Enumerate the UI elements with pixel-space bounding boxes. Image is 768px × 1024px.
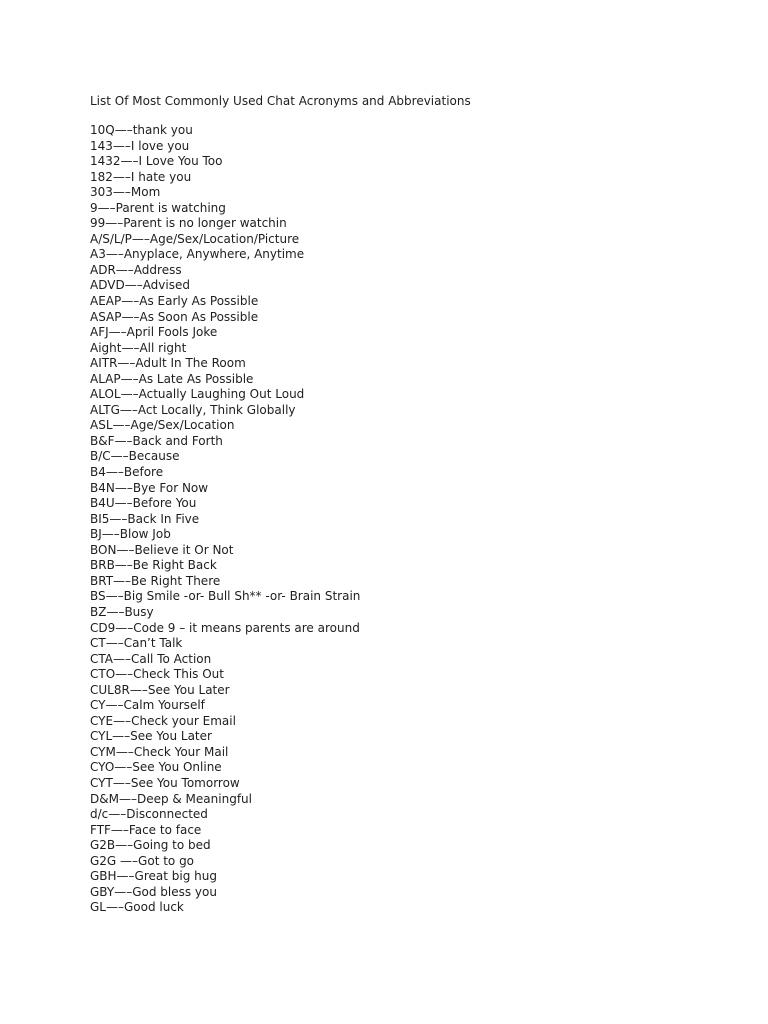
acronym-entry: ALAP—–As Late As Possible: [90, 371, 254, 386]
acronym-entry: 143—–I love you: [90, 138, 190, 153]
acronym-entry: GBH—–Great big hug: [90, 869, 217, 884]
acronym-entry: CY—–Calm Yourself: [90, 698, 205, 713]
acronym-entry: AEAP—–As Early As Possible: [90, 294, 259, 309]
acronym-entry: BJ—–Blow Job: [90, 527, 171, 542]
acronym-entry: AITR—–Adult In The Room: [90, 356, 246, 371]
acronym-entry: CTA—–Call To Action: [90, 651, 212, 666]
acronym-entry: BRB—–Be Right Back: [90, 558, 217, 573]
acronym-entry: ALOL—–Actually Laughing Out Loud: [90, 387, 305, 402]
acronym-entry: B4—–Before: [90, 465, 164, 480]
acronym-entry: B/C—–Because: [90, 449, 180, 464]
acronym-entry: CYO—–See You Online: [90, 760, 222, 775]
acronym-entry: B4U—–Before You: [90, 496, 197, 511]
acronym-entry: CD9—–Code 9 – it means parents are around: [90, 620, 360, 635]
acronym-entry: 9—–Parent is watching: [90, 200, 226, 215]
acronym-entry: CYT—–See You Tomorrow: [90, 775, 240, 790]
acronym-entry: CUL8R—–See You Later: [90, 682, 230, 697]
acronym-entry: CYE—–Check your Email: [90, 713, 236, 728]
acronym-entry: ALTG—–Act Locally, Think Globally: [90, 402, 296, 417]
acronym-entry: 99—–Parent is no longer watchin: [90, 216, 287, 231]
acronym-entry: BS—–Big Smile -or- Bull Sh** -or- Brain Strain: [90, 589, 361, 604]
acronym-entry: ADR—–Address: [90, 262, 182, 277]
acronym-entry: A3—–Anyplace, Anywhere, Anytime: [90, 247, 305, 262]
acronym-entry: ASL—–Age/Sex/Location: [90, 418, 235, 433]
acronym-entry: 182—–I hate you: [90, 169, 192, 184]
acronym-entry: CT—–Can’t Talk: [90, 636, 183, 651]
acronym-entry: CYM—–Check Your Mail: [90, 744, 229, 759]
acronym-entry: 10Q—–thank you: [90, 123, 193, 137]
acronym-entry: AFJ—–April Fools Joke: [90, 325, 218, 340]
document-title: List Of Most Commonly Used Chat Acronyms and Abbreviations: [90, 94, 471, 108]
acronym-entry: BRT—–Be Right There: [90, 573, 221, 588]
acronym-entry: FTF—–Face to face: [90, 822, 202, 837]
acronym-entry: BZ—–Busy: [90, 604, 154, 619]
acronym-entry: 303—–Mom: [90, 185, 161, 200]
acronym-entry: GBY—–God bless you: [90, 884, 217, 899]
acronym-entry: CTO—–Check This Out: [90, 667, 224, 682]
acronym-entry: BI5—–Back In Five: [90, 511, 200, 526]
acronym-entry: CYL—–See You Later: [90, 729, 212, 744]
acronym-entry: G2B—–Going to bed: [90, 838, 211, 853]
acronym-entry: GL—–Good luck: [90, 900, 184, 915]
acronym-entry: B4N—–Bye For Now: [90, 480, 209, 495]
acronym-entry: D&M—–Deep & Meaningful: [90, 791, 252, 806]
acronym-entry: 1432—–I Love You Too: [90, 154, 223, 169]
acronym-entry: ASAP—–As Soon As Possible: [90, 309, 259, 324]
acronym-entry: A/S/L/P—–Age/Sex/Location/Picture: [90, 231, 300, 246]
acronym-entry: G2G —–Got to go: [90, 853, 195, 868]
acronym-entry: B&F—–Back and Forth: [90, 433, 223, 448]
acronym-entry: Aight—–All right: [90, 340, 187, 355]
acronym-entry: ADVD—–Advised: [90, 278, 190, 293]
acronym-entry: BON—–Believe it Or Not: [90, 542, 234, 557]
acronym-entry: d/c—–Disconnected: [90, 807, 208, 822]
acronym-list: [90, 123, 360, 916]
